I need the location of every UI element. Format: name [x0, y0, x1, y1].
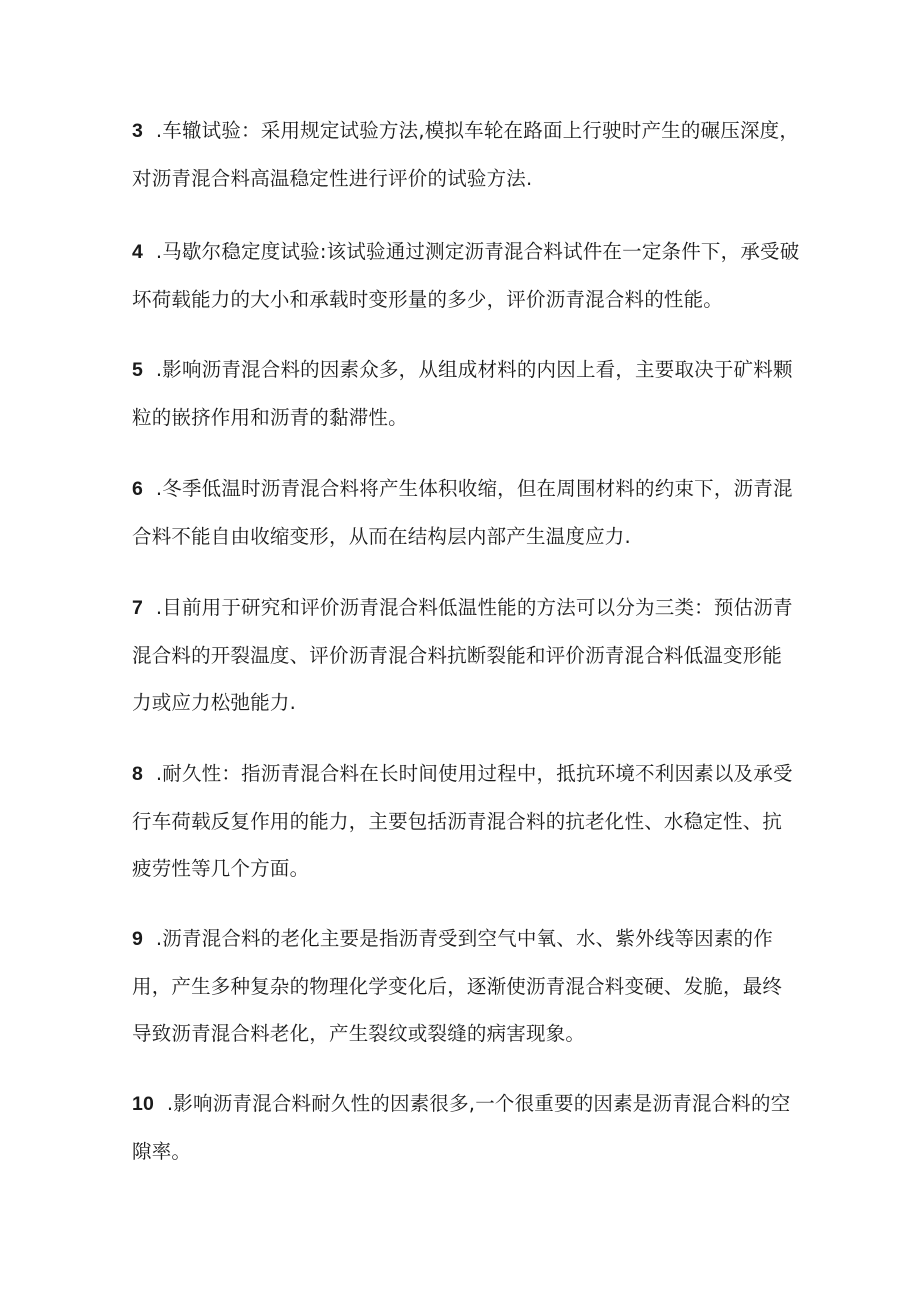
- list-item: [132, 465, 800, 560]
- item-number: 7: [132, 597, 144, 619]
- item-text: .目前用于研究和评价沥青混合料低温性能的方法可以分为三类：预估沥青混合料的开裂温度、评价沥青混合料抗断裂能和评价沥青混合料低温变形能力或应力松弛能力.: [132, 596, 793, 714]
- list-item: [132, 750, 800, 892]
- item-number: 10: [132, 1093, 155, 1115]
- item-text: .耐久性：指沥青混合料在长时间使用过程中，抵抗环境不利因素以及承受行车荷载反复作用的能力，主要包括沥青混合料的抗老化性、水稳定性、抗疲劳性等几个方面。: [132, 762, 793, 880]
- item-text: .沥青混合料的老化主要是指沥青受到空气中氧、水、紫外线等因素的作用，产生多种复杂的物理化学变化后，逐渐使沥青混合料变硬、发脆，最终导致沥青混合料老化，产生裂纹或裂缝的病害现象。: [132, 927, 783, 1045]
- item-text: .车辙试验：采用规定试验方法,模拟车轮在路面上行驶时产生的碾压深度，对沥青混合料高温稳定性进行评价的试验方法.: [132, 119, 800, 190]
- item-text: .冬季低温时沥青混合料将产生体积收缩，但在周围材料的约束下，沥青混合料不能自由收缩变形，从而在结构层内部产生温度应力.: [132, 477, 793, 548]
- item-number: 3: [132, 120, 144, 142]
- list-item: [132, 584, 800, 726]
- list-item: [132, 346, 800, 441]
- list-item: [132, 1080, 800, 1175]
- list-item: [132, 915, 800, 1057]
- item-text: .影响沥青混合料耐久性的因素很多,一个很重要的因素是沥青混合料的空隙率。: [132, 1092, 791, 1163]
- item-text: .影响沥青混合料的因素众多，从组成材料的内因上看，主要取决于矿料颗粒的嵌挤作用和沥青的黏滞性。: [132, 358, 793, 429]
- list-item: [132, 228, 800, 323]
- list-item: [132, 107, 800, 202]
- item-number: 8: [132, 763, 144, 785]
- item-number: 6: [132, 478, 144, 500]
- item-number: 4: [132, 241, 144, 263]
- item-number: 5: [132, 359, 144, 381]
- item-text: .马歇尔稳定度试验:该试验通过测定沥青混合料试件在一定条件下，承受破坏荷载能力的大小和承载时变形量的多少，评价沥青混合料的性能。: [132, 240, 800, 311]
- item-number: 9: [132, 928, 144, 950]
